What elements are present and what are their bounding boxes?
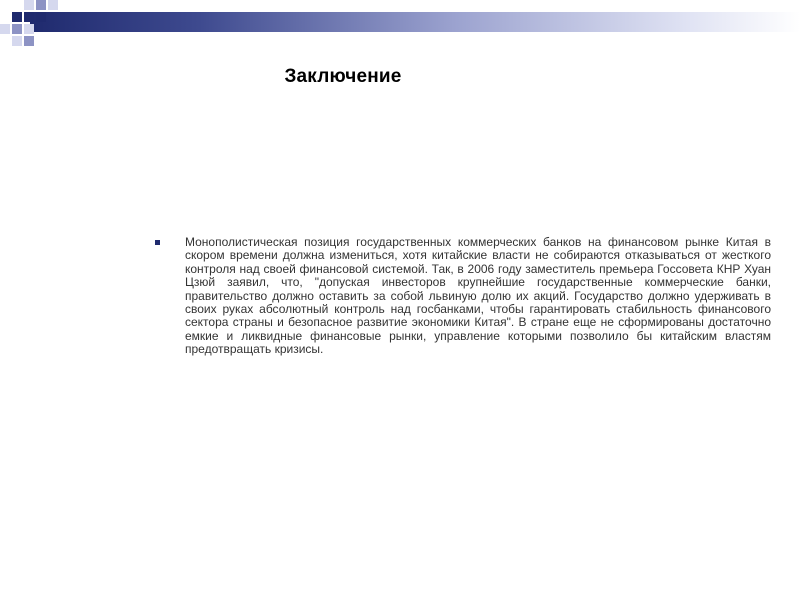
- header-square-icon: [48, 0, 58, 10]
- header-square-icon: [12, 12, 22, 22]
- header-gradient-bar: [30, 12, 800, 32]
- header-square-icon: [12, 24, 22, 34]
- header-square-icon: [24, 24, 34, 34]
- square-bullet-icon: [155, 240, 160, 245]
- bullet-text: Монополистическая позиция государственных коммерческих банков на финансовом рынке Китая в скором времени должна измениться, хотя китайские власти не собираются отказываться от жесткого контроля над своей финансовой системой. Так, в 2006 году заместитель премьера Госсовета КНР Хуан Цзюй заявил, что, "допуская инвесторов крупнейшие государственные коммерческие банки, правительство должно оставить за собой львиную долю их акций. Государство должно удерживать в своих руках абсолютный контроль над госбанками, чтобы гарантировать стабильность финансового сектора страны и безопасное развитие экономики Китая". В стране еще не сформированы достаточно емкие и ликвидные финансовые рынки, управление которыми позволило бы китайским властям предотвращать кризисы.: [185, 235, 771, 357]
- header-square-icon: [24, 0, 34, 10]
- slide-title: Заключение: [284, 66, 402, 87]
- header-square-icon: [0, 24, 10, 34]
- header-square-icon: [36, 12, 46, 22]
- header-square-icon: [12, 36, 22, 46]
- header-square-icon: [36, 0, 46, 10]
- header-square-icon: [24, 36, 34, 46]
- header-square-icon: [24, 12, 34, 22]
